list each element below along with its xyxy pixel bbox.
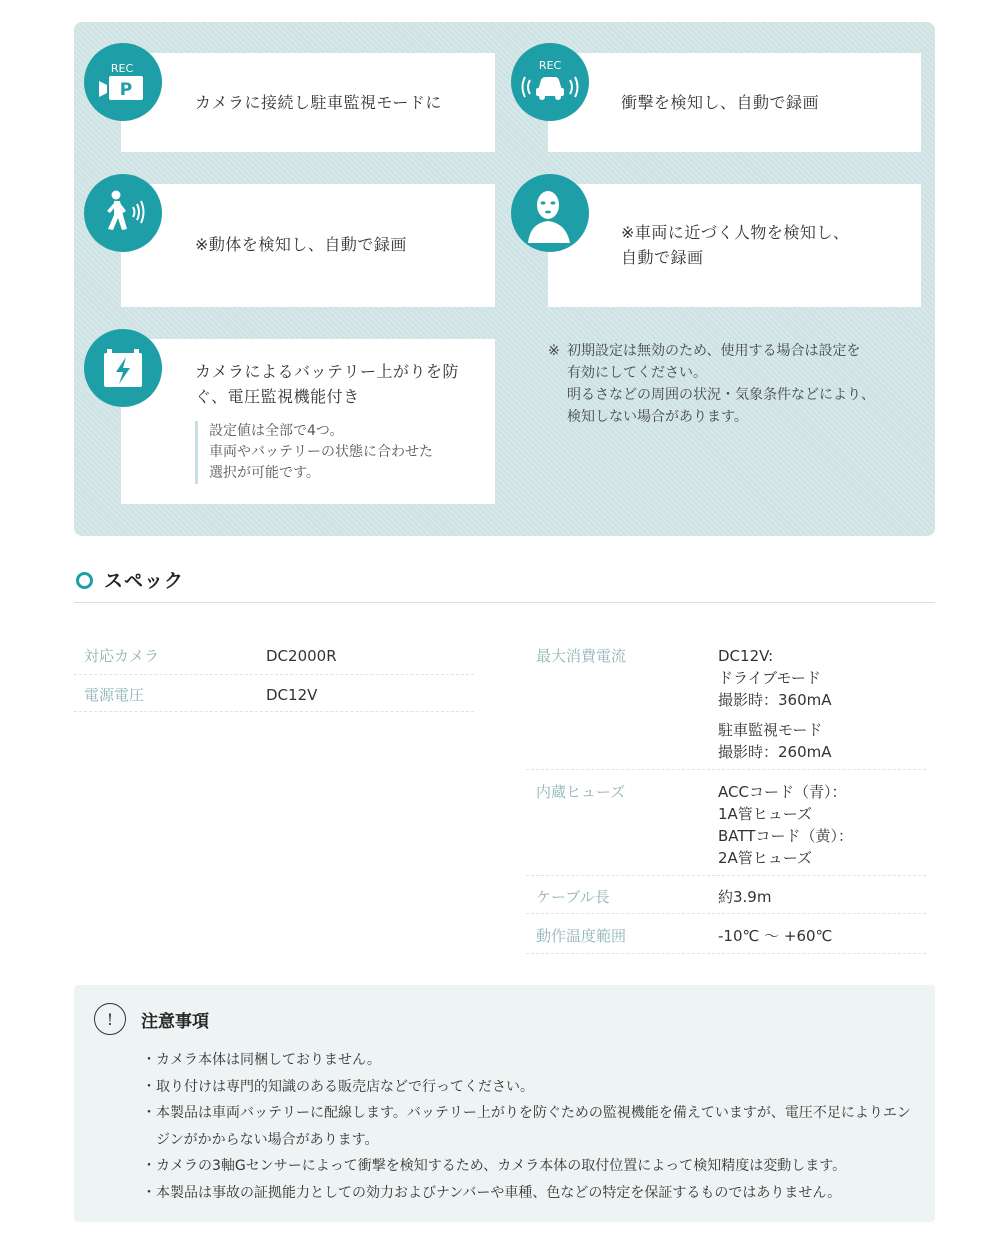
features-panel [74,22,935,536]
svg-text:P: P [119,80,133,100]
spec-title: スペック [104,570,185,592]
spec-label: ケーブル長 [536,888,610,906]
caution-item: ・取り付けは専門的知識のある販売店などで行ってください。 [142,1078,534,1095]
spec-label: 動作温度範囲 [536,927,627,945]
feature-text: ※動体を検知し、自動で録画 [195,235,407,254]
feature-text: カメラによるバッテリー上がりを防 ぐ、電圧監視機能付き [195,362,460,406]
rec-car-impact-icon [511,43,589,121]
circle-bullet-icon [76,572,93,589]
footnote-mark: ※ [548,343,560,359]
spec-label: 内蔵ヒューズ [536,783,626,801]
feature-text: カメラに接続し駐車監視モードに [195,93,442,112]
spec-row [526,645,926,770]
exclamation-icon: ! [94,1003,126,1035]
rec-parking-icon [84,43,162,121]
spec-row [526,886,926,914]
spec-row [526,781,926,876]
feature-card-person [548,184,921,307]
battery-bolt-icon [84,329,162,407]
feature-footnote [548,340,908,428]
caution-item: ・本製品は事故の証拠能力としての効力およびナンバーや車種、色などの特定を保証するものではありません。 [142,1184,842,1201]
masked-person-icon [511,174,589,252]
caution-box [74,985,935,1222]
feature-note: 設定値は全部で4つ。 車両やバッテリーの状態に合わせた 選択が可能です。 [195,421,433,484]
caution-item: ・本製品は車両バッテリーに配線します。バッテリー上がりを防ぐための監視機能を備えていますが、電圧不足によりエンジンがかからない場合があります。 [142,1105,911,1148]
caution-title: 注意事項 [141,1012,209,1032]
feature-text: 衝撃を検知し、自動で録画 [621,93,820,112]
spec-value: DC2000R [266,647,337,665]
spec-value: ACCコード（青）： 1A管ヒューズ BATTコード（黄）： 2A管ヒューズ [718,783,853,867]
feature-card-impact [548,53,921,152]
footnote-text: 初期設定は無効のため、使用する場合は設定を 有効にしてください。 明るさなどの周囲の状況・気象条件などにより、 検知しない場合があります。 [567,343,875,425]
caution-item: ・カメラ本体は同梱しておりません。 [142,1052,381,1068]
svg-text:REC: REC [110,62,134,75]
spec-value: DC12V: ドライブモード 撮影時：360mA 駐車監視モード 撮影時：260mA [718,647,832,761]
spec-value: -10℃ ～ +60℃ [718,927,833,945]
spec-label: 最大消費電流 [536,647,627,665]
spec-label: 電源電圧 [84,686,145,704]
spec-heading [74,562,935,603]
feature-card-voltage [121,339,495,504]
feature-card-motion [121,184,495,307]
spec-row [74,645,474,675]
spec-row [526,925,926,954]
svg-text:REC: REC [538,59,562,72]
walking-person-motion-icon [84,174,162,252]
spec-value: DC12V [266,686,318,704]
spec-value: 約3.9m [718,888,772,906]
feature-text: ※車両に近づく人物を検知し、 自動で録画 [621,223,850,267]
caution-item: ・カメラの3軸Gセンサーによって衝撃を検知するため、カメラ本体の取付位置によって検知精度は変動します。 [142,1158,847,1174]
caution-list [142,1047,922,1206]
spec-row [74,684,474,712]
spec-label: 対応カメラ [84,647,160,665]
feature-card-parking [121,53,495,152]
